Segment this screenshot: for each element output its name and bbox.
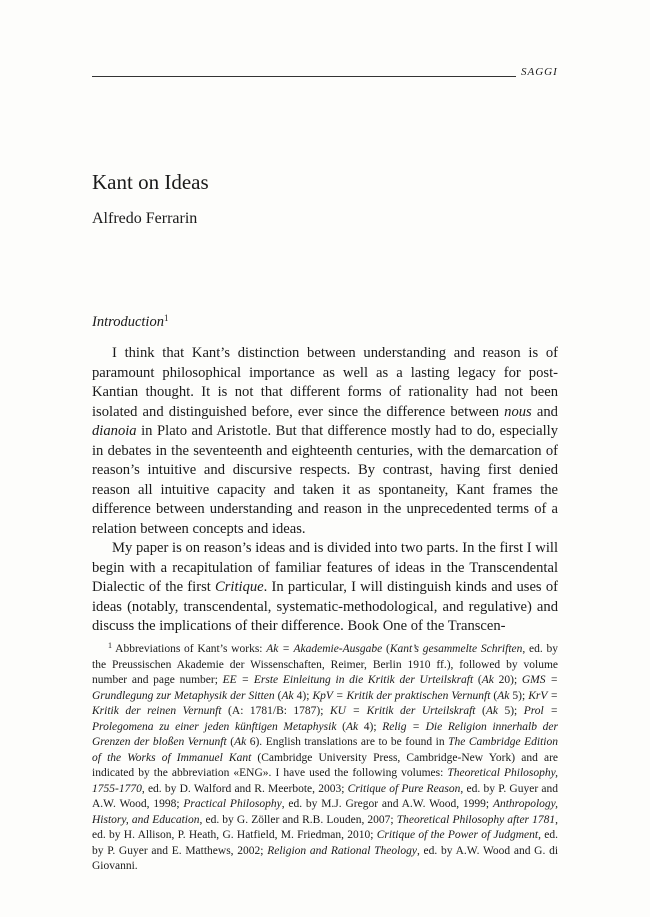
section-heading-text: Introduction: [92, 314, 164, 330]
paragraph: I think that Kant’s distinction between understanding and reason is of paramount philosophical importance as well as a lasting legacy for post-Kantian thought. It is not that different forms of rationality had not been isolated and distinguished before, ever since the difference between nous and dianoia in Plato and Aristotle. But that difference mostly had to do, especially in debates in the seventeenth and eighteenth centuries, with the demarcation of reason’s intuitive and discursive respects. By contrast, having first denied reason all intuitive capacity and taken it as spontaneity, Kant frames the difference between understanding and reason in the unprecedented terms of a relation between concepts and ideas.: [92, 345, 558, 537]
footnote-number: 1: [108, 641, 112, 650]
footnote: $^1$ Abbreviations of Kant’s works: Ak = Akademie-Ausgabe (Kant’s gesammelte Schriften, ed. by the Preussischen Akademie der Wissenschaften, Reimer, Berlin 1910 ff.), followed by volume number and page number; EE = Erste Einleitung in die Kritik der Urteilskraft (Ak 20); GMS = Grundlegung zur Metaphysik der Sitten (Ak 4); KpV = Kritik der praktischen Vernunft (Ak 5); KrV = Kritik der reinen Vernunft (A: 1781/B: 1787); KU = Kritik der Urteilskraft (Ak 5); Prol = Prolegomena zu einer jeden künftigen Metaphysik (Ak 4); Relig = Die Religion innerhalb der Grenzen der bloßen Vernunft (Ak 6). English translations are to be found in The Cambridge Edition of the Works of Immanuel Kant (Cambridge University Press, Cambridge-New York) and are indicated by the abbreviation «ENG». I have used the following volumes: Theoretical Philosophy, 1755-1770, ed. by D. Walford and R. Meerbote, 2003; Critique of Pure Reason, ed. by P. Guyer and A.W. Wood, 1998; Practical Philosophy, ed. by M.J. Gregor and A.W. Wood, 1999; Anthropology, History, and Education, ed. by G. Zöller and R.B. Louden, 2007; Theoretical Philosophy after 1781, ed. by H. Allison, P. Heath, G. Hatfield, M. Friedman, 2010; Critique of the Power of Judgment, ed. by P. Guyer and E. Matthews, 2002; Religion and Rational Theology, ed. by A.W. Wood and G. di Giovanni.: [92, 641, 559, 872]
article-author: Alfredo Ferrarin: [92, 210, 198, 227]
section-heading: [92, 313, 168, 331]
article-title: Kant on Ideas: [92, 170, 209, 194]
running-head: SAGGI: [521, 66, 558, 78]
footnote-reference: 1: [163, 313, 169, 323]
header-rule: [92, 76, 516, 77]
body-text: [92, 344, 558, 637]
paragraph: My paper is on reason’s ideas and is divided into two parts. In the first I will begin with a recapitulation of familiar features of ideas in the Transcendental Dialectic of the first Critique. In particular, I will distinguish kinds and uses of ideas (notably, transcendental, systematic-methodological, and regulative) and discuss the implications of their difference. Book One of the Transcen-: [92, 540, 558, 634]
